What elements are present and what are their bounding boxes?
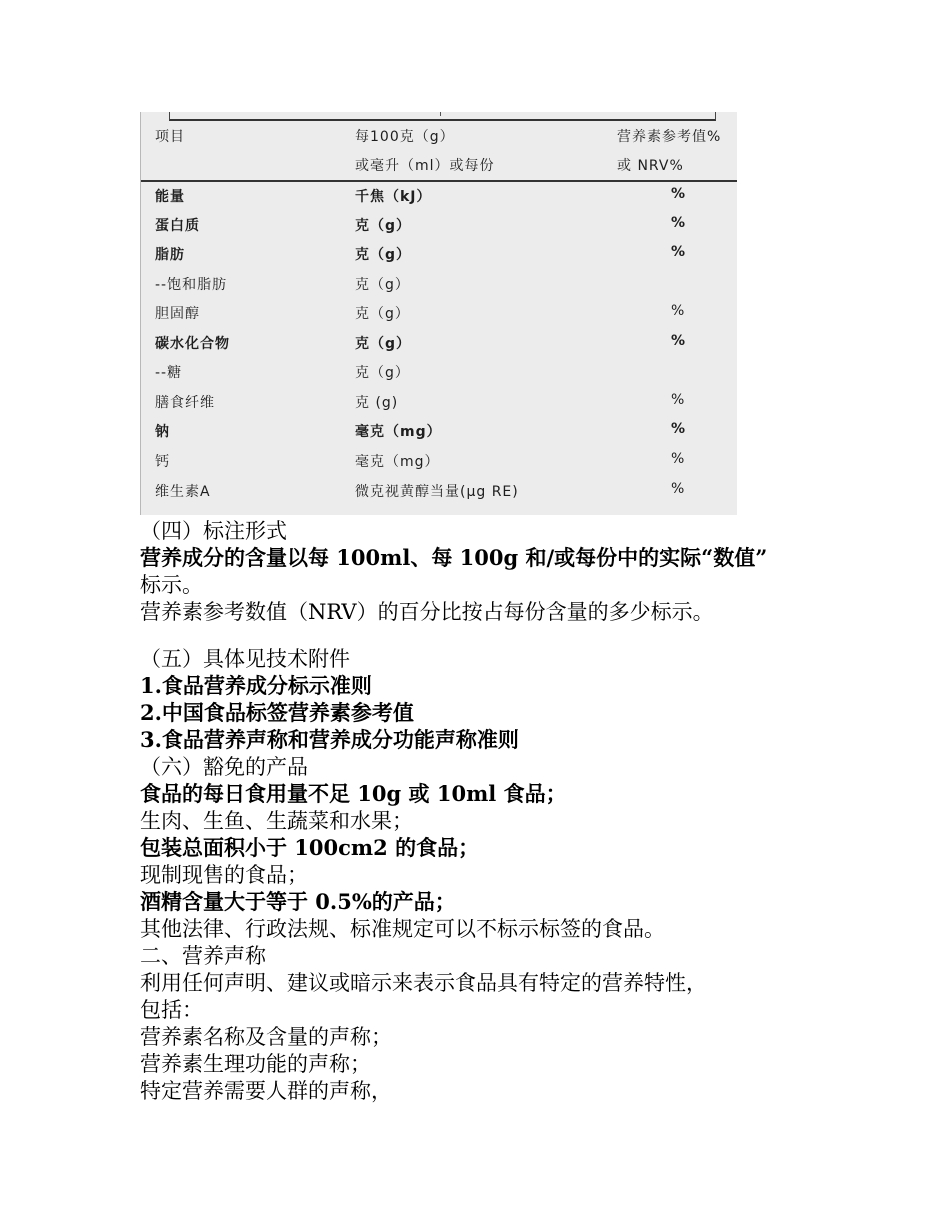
nutrient-name: 钙 — [155, 454, 170, 470]
nutrient-nrv: % — [671, 333, 687, 349]
header-nrv: 营养素参考值% — [617, 129, 722, 145]
nutrient-nrv: % — [671, 244, 687, 260]
nutrient-unit: 克（g） — [355, 218, 412, 234]
header-unit: 或毫升（ml）或每份 — [355, 158, 495, 174]
table-row — [141, 297, 737, 326]
section-heading: （五）具体见技术附件 — [140, 647, 350, 671]
nutrient-nrv: % — [671, 392, 686, 408]
paragraph-line: 营养成分的含量以每 100ml、每 100g 和/或每份中的实际“数值” — [140, 545, 768, 570]
nutrient-unit: 克（g） — [355, 365, 410, 381]
paragraph-line: 标示。 — [140, 573, 203, 597]
nutrient-unit: 克（g） — [355, 306, 410, 322]
paragraph-line: 利用任何声明、建议或暗示来表示食品具有特定的营养特性， — [140, 971, 707, 995]
nutrient-name: 蛋白质 — [155, 218, 200, 234]
list-item: 酒精含量大于等于 0.5%的产品； — [140, 889, 456, 914]
table-row — [141, 209, 737, 238]
nutrient-nrv: % — [671, 481, 686, 497]
table-row — [141, 475, 737, 504]
table-header-row — [141, 149, 737, 178]
table-row — [141, 180, 737, 209]
table-row — [141, 327, 737, 356]
section-heading: 二、营养声称 — [140, 944, 266, 968]
table-row — [141, 415, 737, 444]
table-row — [141, 386, 737, 415]
nutrient-nrv: % — [671, 303, 686, 319]
nutrient-nrv: % — [671, 451, 686, 467]
nutrient-nrv: % — [671, 215, 687, 231]
nutrient-nrv: % — [671, 186, 687, 202]
list-item: 营养素名称及含量的声称； — [140, 1025, 392, 1049]
nutrient-name: --糖 — [155, 365, 183, 381]
table-row — [141, 445, 737, 474]
nutrient-nrv: % — [671, 421, 687, 437]
paragraph-line: 营养素参考数值（NRV）的百分比按占每份含量的多少标示。 — [140, 600, 714, 624]
list-item: 其他法律、行政法规、标准规定可以不标示标签的食品。 — [140, 917, 665, 941]
table-row — [141, 356, 737, 385]
table-header-row — [141, 120, 737, 149]
nutrient-name: 脂肪 — [155, 247, 185, 263]
section-heading: （六）豁免的产品 — [140, 755, 308, 779]
list-item: 特定营养需要人群的声称， — [140, 1079, 392, 1103]
list-item: 2.中国食品标签营养素参考值 — [140, 700, 414, 725]
list-item: 食品的每日食用量不足 10g 或 10ml 食品； — [140, 781, 567, 806]
list-item: 1.食品营养成分标示准则 — [140, 673, 372, 698]
table-row — [141, 238, 737, 267]
list-item: 现制现售的食品； — [140, 863, 308, 887]
nutrient-unit: 毫克（mg） — [355, 424, 442, 440]
nutrient-name: 碳水化合物 — [155, 336, 230, 352]
list-item: 3.食品营养声称和营养成分功能声称准则 — [140, 727, 519, 752]
nutrient-unit: 克 (g) — [355, 395, 399, 411]
list-item: 包装总面积小于 100cm2 的食品； — [140, 835, 480, 860]
nutrient-name: 能量 — [155, 189, 185, 205]
nutrient-unit: 微克视黄醇当量(μg RE) — [355, 484, 519, 500]
nutrient-unit: 毫克（mg） — [355, 454, 440, 470]
nutrition-table-image — [140, 112, 737, 515]
list-item: 生肉、生鱼、生蔬菜和水果； — [140, 809, 413, 833]
nutrient-unit: 千焦（kJ） — [355, 189, 432, 205]
header-item: 项目 — [155, 129, 185, 145]
table-row — [141, 268, 737, 297]
nutrient-unit: 克（g） — [355, 247, 412, 263]
nutrient-unit: 克（g） — [355, 336, 412, 352]
nutrient-name: 胆固醇 — [155, 306, 200, 322]
list-item: 营养素生理功能的声称； — [140, 1052, 371, 1076]
nutrient-name: 膳食纤维 — [155, 395, 215, 411]
nutrient-name: --饱和脂肪 — [155, 277, 228, 293]
nutrient-name: 钠 — [155, 424, 170, 440]
section-heading: （四）标注形式 — [140, 519, 287, 543]
header-nrv: 或 NRV% — [617, 158, 684, 174]
paragraph-line: 包括： — [140, 998, 203, 1022]
nutrient-name: 维生素A — [155, 484, 211, 500]
header-unit: 每100克（g） — [355, 129, 455, 145]
nutrient-unit: 克（g） — [355, 277, 410, 293]
